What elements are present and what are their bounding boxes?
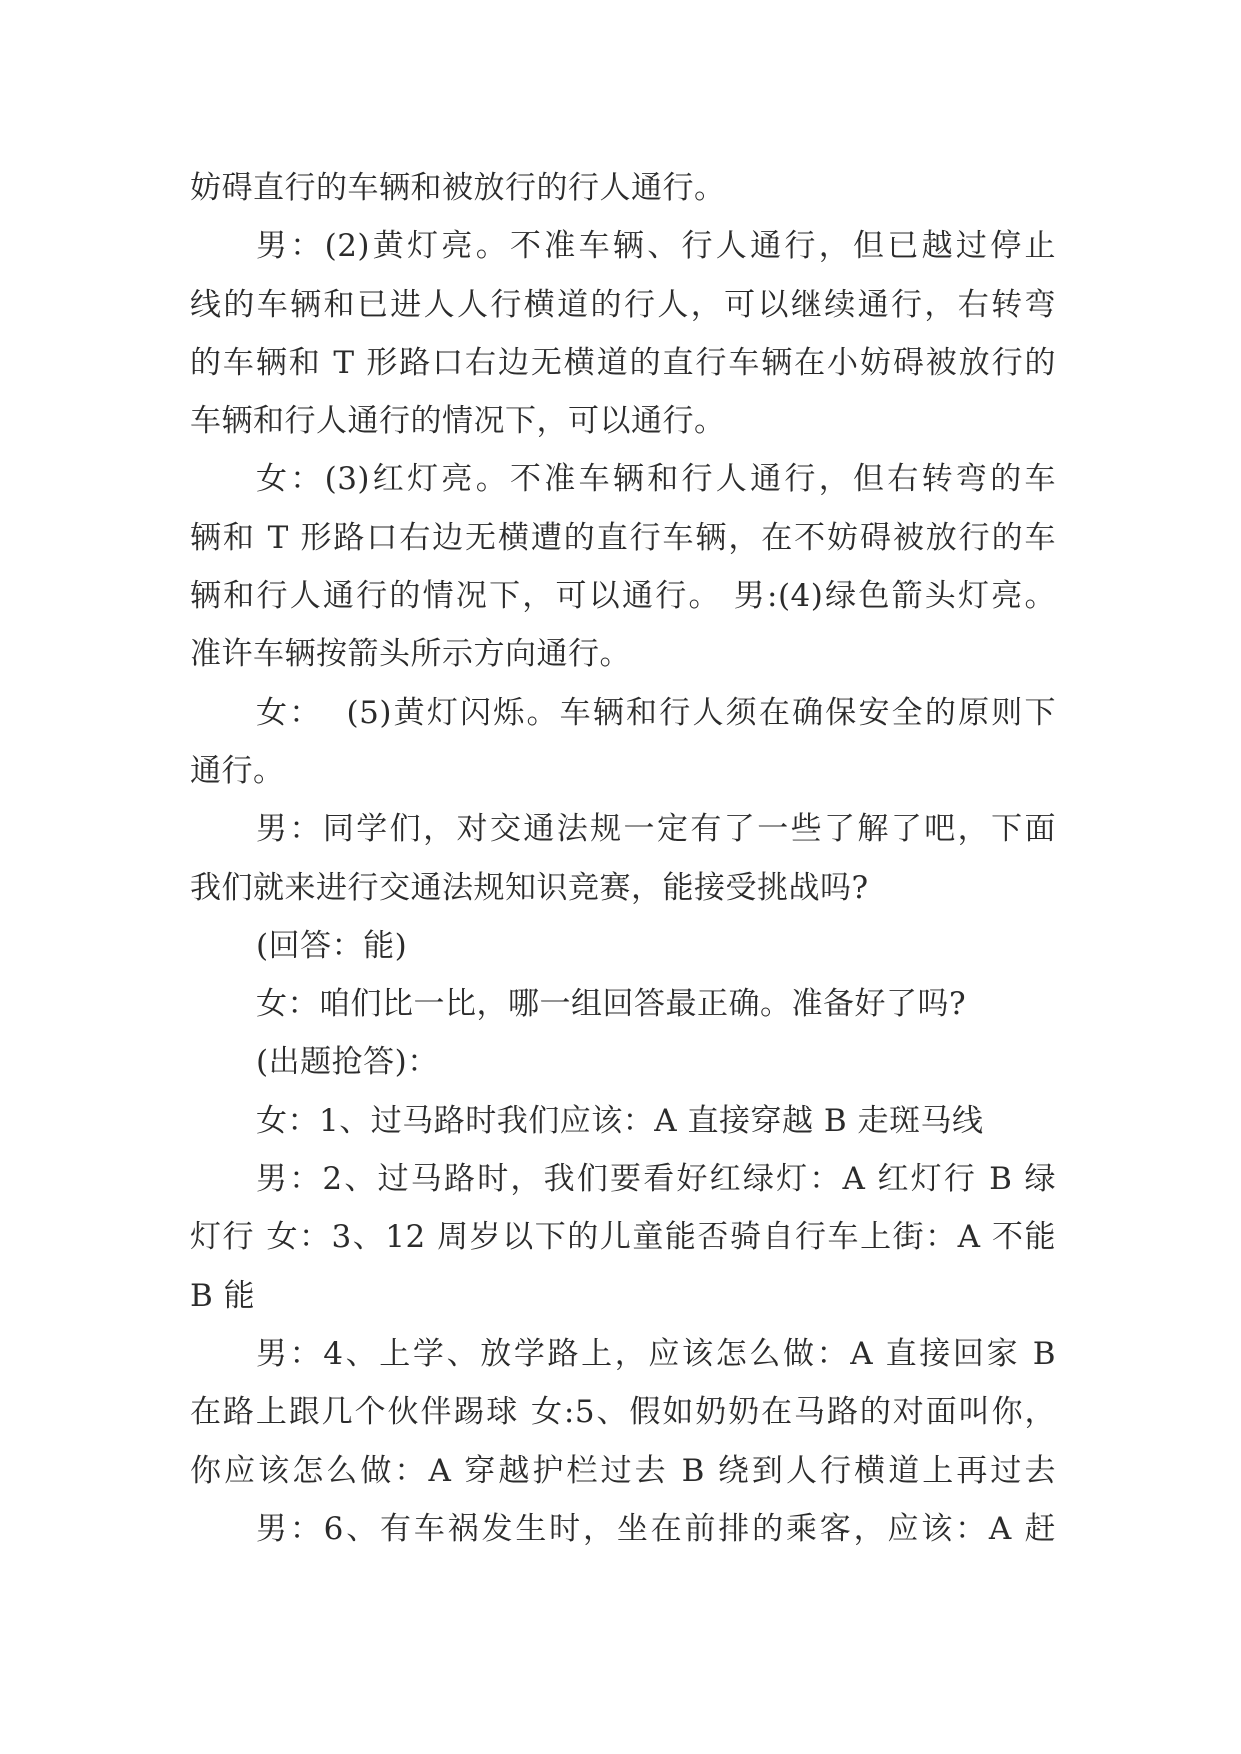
text-line: 通行。 — [190, 752, 285, 789]
text-line: 男：(2)黄灯亮。不准车辆、行人通行，但已越过停止 — [256, 228, 1056, 265]
text-line: 我们就来进行交通法规知识竞赛，能接受挑战吗? — [190, 869, 869, 906]
text-line: 女：1、过马路时我们应该：A 直接穿越 B 走斑马线 — [256, 1102, 984, 1139]
text-line: 准许车辆按箭头所示方向通行。 — [190, 636, 631, 673]
text-line: 女：咱们比一比，哪一组回答最正确。准备好了吗? — [256, 986, 967, 1023]
text-line: B 能 — [190, 1277, 256, 1314]
text-line: 辆和 T 形路口右边无横遭的直行车辆，在不妨碍被放行的车 — [190, 519, 1056, 556]
text-line: 女：(3)红灯亮。不准车辆和行人通行，但右转弯的车 — [256, 461, 1056, 498]
text-line: (出题抢答)： — [256, 1044, 439, 1081]
text-line: 你应该怎么做：A 穿越护栏过去 B 绕到人行横道上再过去 — [190, 1452, 1056, 1489]
text-line: 辆和行人通行的情况下，可以通行。 男:(4)绿色箭头灯亮。 — [190, 578, 1056, 615]
text-line: 车辆和行人通行的情况下，可以通行。 — [190, 403, 726, 440]
text-line: 男：2、过马路时，我们要看好红绿灯：A 红灯行 B 绿 — [256, 1161, 1056, 1198]
text-line: 线的车辆和已进人人行横道的行人，可以继续通行，右转弯 — [190, 286, 1056, 323]
text-line: 的车辆和 T 形路口右边无横道的直行车辆在小妨碍被放行的 — [190, 344, 1056, 381]
document-body — [190, 159, 1056, 1558]
text-line: 男：6、有车祸发生时，坐在前排的乘客，应该：A 赶 — [256, 1510, 1056, 1547]
text-line: 在路上跟几个伙伴踢球 女:5、假如奶奶在马路的对面叫你， — [190, 1394, 1056, 1431]
text-line: 男：同学们，对交通法规一定有了一些了解了吧，下面 — [256, 811, 1056, 848]
text-line: 女： (5)黄灯闪烁。车辆和行人须在确保安全的原则下 — [256, 694, 1056, 731]
text-line: 妨碍直行的车辆和被放行的行人通行。 — [190, 170, 726, 206]
text-line: 灯行 女：3、12 周岁以下的儿童能否骑自行车上街：A 不能 — [190, 1219, 1056, 1256]
text-line: (回答：能) — [256, 927, 408, 964]
text-line: 男：4、上学、放学路上，应该怎么做：A 直接回家 B — [256, 1335, 1056, 1372]
